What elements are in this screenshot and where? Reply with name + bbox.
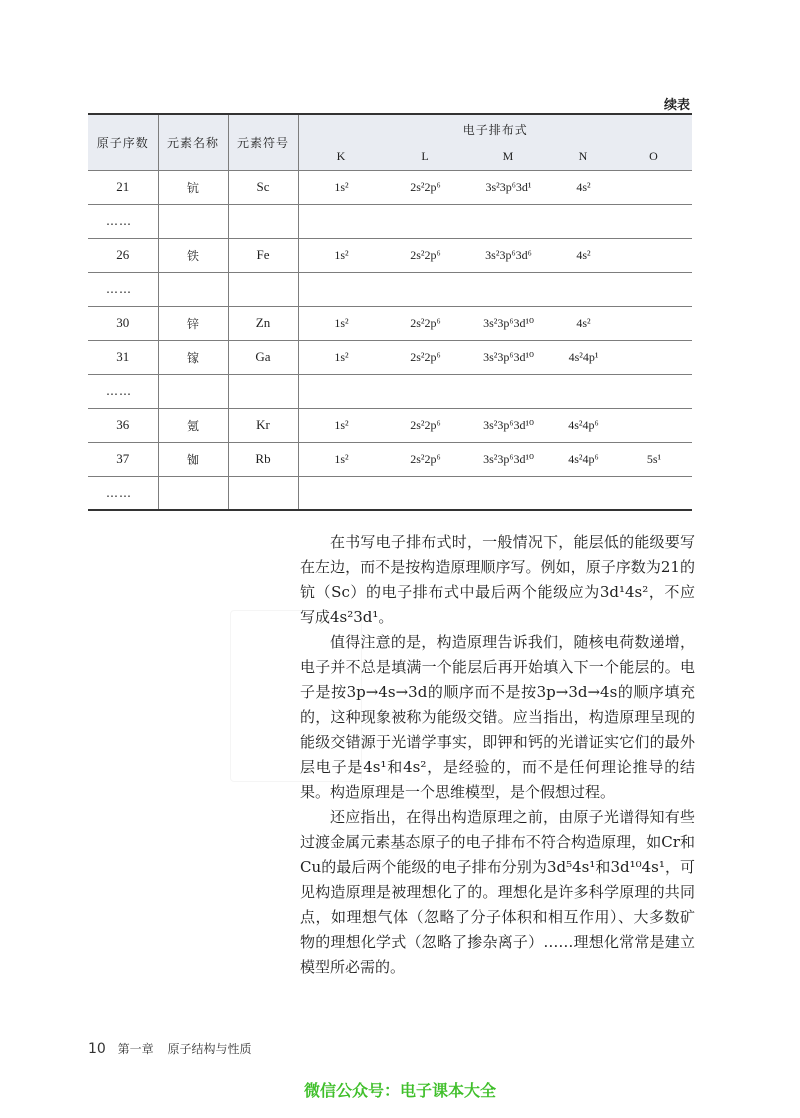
- element-symbol: Ga: [228, 340, 298, 374]
- table-row-ellipsis: [88, 204, 692, 238]
- body-text: [300, 530, 695, 980]
- table-row: [88, 442, 692, 476]
- element-name: 镓: [158, 340, 228, 374]
- config-k: 1s²: [334, 247, 349, 262]
- config-m: 3s²3p⁶3d⁶: [485, 247, 532, 262]
- config-k: 1s²: [334, 417, 349, 432]
- paragraph: 值得注意的是，构造原理告诉我们，随核电荷数递增，电子并不总是填满一个能层后再开始填入下一个能层的。电子是按3p→4s→3d的顺序而不是按3p→3d→4s的顺序填充的，这种现象被称为能级交错。应当指出，构造原理呈现的能级交错源于光谱学事实，即钾和钙的光谱证实它们的最外层电子是4s¹和4s²，是经验的，而不是任何理论推导的结果。构造原理是一个思维模型，是个假想过程。: [300, 633, 695, 801]
- shell-header-n: N: [578, 149, 589, 164]
- config-l: 2s²2p⁶: [410, 349, 441, 364]
- ellipsis: ……: [88, 204, 158, 238]
- shell-header-m: M: [502, 149, 515, 164]
- atomic-number: 26: [88, 238, 158, 272]
- config-l: 2s²2p⁶: [410, 179, 441, 194]
- electron-config: [298, 170, 692, 204]
- config-k: 1s²: [334, 349, 349, 364]
- header-element-name: 元素名称: [158, 114, 228, 170]
- config-n: 4s²4p¹: [568, 349, 599, 364]
- atomic-number: 37: [88, 442, 158, 476]
- paragraph: 还应指出，在得出构造原理之前，由原子光谱得知有些过渡金属元素基态原子的电子排布不符合构造原理，如Cr和Cu的最后两个能级的电子排布分别为3d⁵4s¹和3d¹⁰4s¹，可见构造原理是被理想化了的。理想化是许多科学原理的共同点，如理想气体（忽略了分子体积和相互作用）、大多数矿物的理想化学式（忽略了掺杂离子）……理想化常常是建立模型所必需的。: [300, 808, 695, 976]
- element-symbol: Kr: [228, 408, 298, 442]
- electron-configuration-table: [88, 113, 692, 511]
- element-symbol: Zn: [228, 306, 298, 340]
- config-m: 3s²3p⁶3d¹⁰: [483, 315, 534, 330]
- electron-config: [298, 306, 692, 340]
- table-row: [88, 340, 692, 374]
- config-k: 1s²: [334, 315, 349, 330]
- header-shells: [298, 144, 692, 170]
- config-m: 3s²3p⁶3d¹⁰: [483, 417, 534, 432]
- element-name: 铁: [158, 238, 228, 272]
- continued-table-label: 续表: [663, 98, 690, 113]
- table-row: [88, 408, 692, 442]
- atomic-number: 21: [88, 170, 158, 204]
- page-number: 10: [88, 1041, 106, 1057]
- table-row: [88, 238, 692, 272]
- config-n: 4s²4p⁶: [568, 451, 599, 466]
- config-l: 2s²2p⁶: [410, 451, 441, 466]
- config-l: 2s²2p⁶: [410, 417, 441, 432]
- ellipsis: ……: [88, 272, 158, 306]
- config-l: 2s²2p⁶: [410, 315, 441, 330]
- atomic-number: 31: [88, 340, 158, 374]
- ellipsis: ……: [88, 374, 158, 408]
- atomic-number: 30: [88, 306, 158, 340]
- electron-config: [298, 238, 692, 272]
- config-m: 3s²3p⁶3d¹: [485, 179, 532, 194]
- electron-config: [298, 408, 692, 442]
- header-element-symbol: 元素符号: [228, 114, 298, 170]
- chapter-label: 第一章: [117, 1042, 154, 1056]
- table-row: [88, 170, 692, 204]
- config-n: 4s²: [576, 315, 591, 330]
- electron-config: [298, 442, 692, 476]
- config-l: 2s²2p⁶: [410, 247, 441, 262]
- element-symbol: Fe: [228, 238, 298, 272]
- config-k: 1s²: [334, 179, 349, 194]
- config-m: 3s²3p⁶3d¹⁰: [483, 451, 534, 466]
- element-symbol: Sc: [228, 170, 298, 204]
- table-row: [88, 306, 692, 340]
- table-row-ellipsis: [88, 374, 692, 408]
- config-o: 5s¹: [646, 451, 662, 466]
- config-n: 4s²4p⁶: [568, 417, 599, 432]
- shell-header-k: K: [336, 149, 347, 164]
- element-name: 铷: [158, 442, 228, 476]
- page-footer: [88, 1040, 252, 1057]
- element-name: 氪: [158, 408, 228, 442]
- watermark: 微信公众号：电子课本大全: [303, 1081, 496, 1100]
- table-row-ellipsis: [88, 476, 692, 510]
- config-n: 4s²: [576, 179, 591, 194]
- table-row-ellipsis: [88, 272, 692, 306]
- config-m: 3s²3p⁶3d¹⁰: [483, 349, 534, 364]
- paragraph: 在书写电子排布式时，一般情况下，能层低的能级要写在左边，而不是按构造原理顺序写。例如，原子序数为21的钪（Sc）的电子排布式中最后两个能级应为3d¹4s²，不应写成4s²3d¹。: [300, 533, 695, 626]
- ellipsis: ……: [88, 476, 158, 510]
- shell-header-o: O: [649, 149, 659, 164]
- element-symbol: Rb: [228, 442, 298, 476]
- config-n: 4s²: [576, 247, 591, 262]
- config-k: 1s²: [334, 451, 349, 466]
- chapter-title: 原子结构与性质: [167, 1042, 252, 1056]
- electron-config: [298, 340, 692, 374]
- header-electron-config: 电子排布式: [298, 114, 692, 144]
- header-atomic-number: 原子序数: [88, 114, 158, 170]
- element-name: 钪: [158, 170, 228, 204]
- atomic-number: 36: [88, 408, 158, 442]
- element-name: 锌: [158, 306, 228, 340]
- shell-header-l: L: [421, 149, 430, 164]
